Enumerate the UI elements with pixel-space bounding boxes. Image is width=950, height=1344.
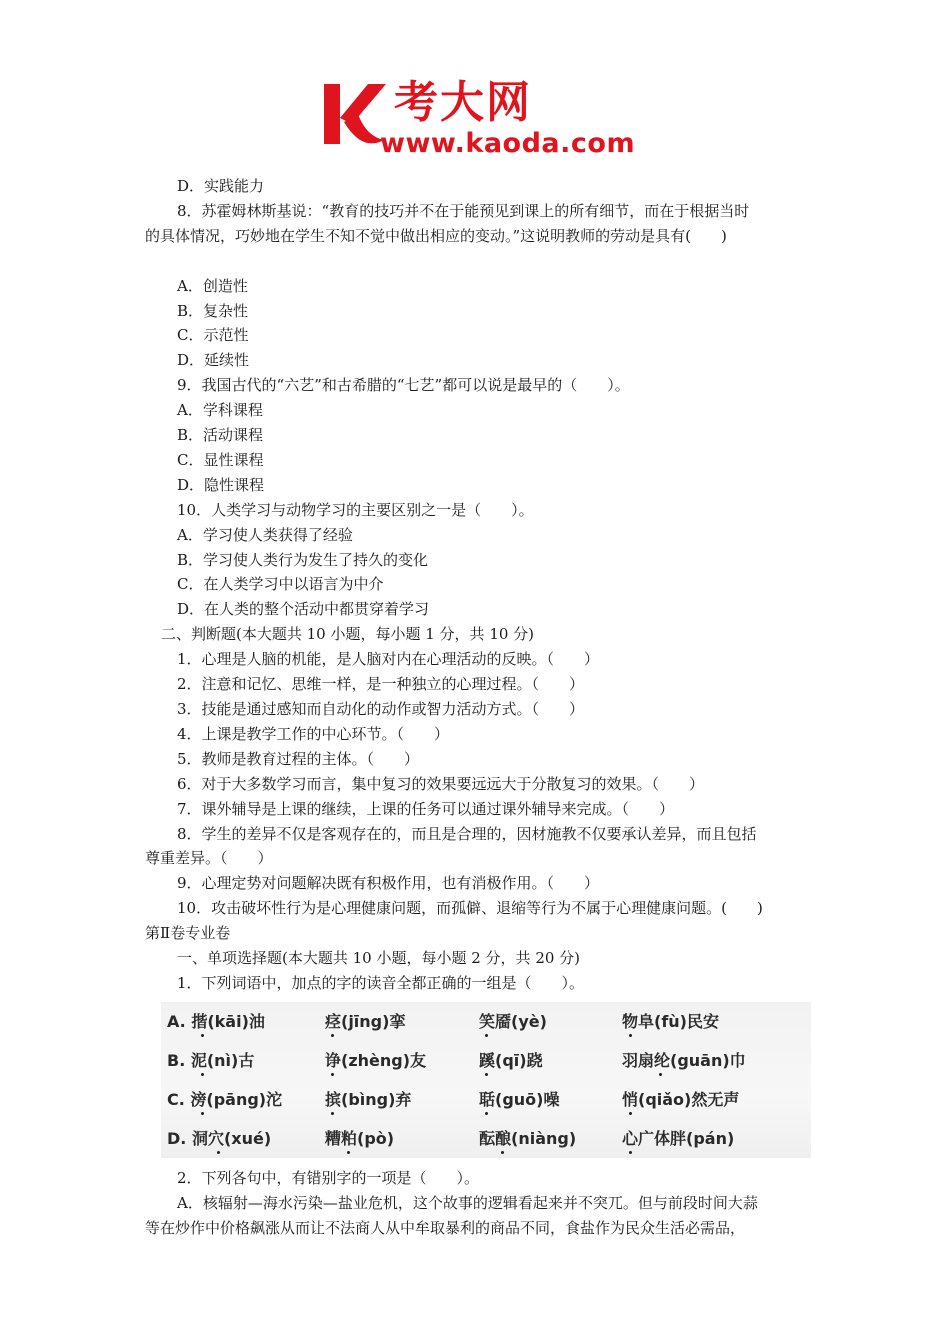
emphasis-dot xyxy=(659,1073,662,1076)
text-line xyxy=(145,249,810,274)
text-line: 一、单项选择题(本大题共 10 小题，每小题 2 分，共 20 分) xyxy=(177,949,581,968)
text-line: 1．心理是人脑的机能，是人脑对内在心理活动的反映。（ ） xyxy=(177,650,600,669)
text-line: 2．注意和记忆、思维一样，是一种独立的心理过程。（ ） xyxy=(177,675,585,694)
emphasis-dot xyxy=(347,1151,350,1154)
text-line: D．隐性课程 xyxy=(177,475,265,494)
emphasis-dot xyxy=(331,1112,334,1115)
text-line: A．核辐射—海水污染—盐业危机，这个故事的逻辑看起来并不突兀。但与前段时间大蒜 xyxy=(177,1193,758,1212)
text-line: A．学习使人类获得了经验 xyxy=(177,525,353,544)
option-label: B. xyxy=(167,1050,191,1070)
pinyin-options-image xyxy=(161,1002,811,1158)
pinyin-word: 糟粕(pò) xyxy=(325,1128,395,1148)
pinyin-word: 洞穴(xué) xyxy=(191,1128,272,1148)
text-line: 7．课外辅导是上课的继续，上课的任务可以通过课外辅导来完成。（ ） xyxy=(177,799,675,818)
emphasis-dot xyxy=(485,1112,488,1115)
text-line: 等在炒作中价格飙涨从而让不法商人从中牟取暴利的商品不同，食盐作为民众生活必需品， xyxy=(145,1218,746,1237)
pinyin-word: 笑靥(yè) xyxy=(479,1011,547,1031)
emphasis-dot xyxy=(629,1151,632,1154)
text-line: 8．苏霍姆林斯基说：“教育的技巧并不在于能预见到课上的所有细节，而在于根据当时 xyxy=(177,201,750,220)
text-line: 10．攻击破坏性行为是心理健康问题，而孤僻、退缩等行为不属于心理健康问题。( ) xyxy=(177,899,763,918)
pinyin-word: 蹊(qī)跷 xyxy=(479,1050,543,1070)
emphasis-dot xyxy=(201,1112,204,1115)
option-label: A. xyxy=(167,1011,192,1031)
emphasis-dot xyxy=(201,1034,204,1037)
pinyin-word: 心广体胖(pán) xyxy=(622,1128,735,1148)
text-line: 4．上课是教学工作的中心环节。（ ） xyxy=(177,724,450,743)
text-line: 10．人类学习与动物学习的主要区别之一是（ ）。 xyxy=(177,500,534,519)
pinyin-option-row xyxy=(167,1127,807,1157)
text-line: 6．对于大多数学习而言，集中复习的效果要远远大于分散复习的效果。（ ） xyxy=(177,774,705,793)
pinyin-word: 揩(kāi)油 xyxy=(191,1011,265,1031)
text-line: 9．我国古代的“六艺”和古希腊的“七艺”都可以说是最早的（ ）。 xyxy=(177,376,630,395)
pinyin-option-item xyxy=(479,1088,559,1113)
logo-url: www.kaoda.com xyxy=(380,128,636,159)
text-line: D．在人类的整个活动中都贯穿着学习 xyxy=(177,600,430,619)
text-line: B．学习使人类行为发生了持久的变化 xyxy=(177,550,429,569)
pinyin-word: 酝酿(niàng) xyxy=(479,1128,577,1148)
text-line: 9．心理定势对问题解决既有积极作用，也有消极作用。（ ） xyxy=(177,874,600,893)
emphasis-dot xyxy=(501,1151,504,1154)
emphasis-dot xyxy=(217,1151,220,1154)
text-line: 2．下列各句中，有错别字的一项是（ ）。 xyxy=(177,1168,480,1187)
text-line: A．学科课程 xyxy=(177,401,263,420)
pinyin-option-item xyxy=(167,1127,271,1152)
text-line: C．在人类学习中以语言为中介 xyxy=(177,575,384,594)
emphasis-dot xyxy=(201,1073,204,1076)
emphasis-dot xyxy=(331,1034,334,1037)
pinyin-word: 聒(guō)噪 xyxy=(479,1089,560,1109)
pinyin-word: 羽扇纶(guān)巾 xyxy=(622,1050,746,1070)
pinyin-option-item xyxy=(622,1088,739,1113)
logo-brand-name: 考大网 xyxy=(394,77,532,128)
pinyin-option-item xyxy=(325,1127,394,1152)
pinyin-option-item xyxy=(479,1010,547,1035)
pinyin-option-item xyxy=(479,1049,543,1074)
pinyin-word: 滂(pāng)沱 xyxy=(190,1089,283,1109)
text-line: D．实践能力 xyxy=(177,177,265,195)
pinyin-word: 悄(qiǎo)然无声 xyxy=(622,1089,740,1109)
emphasis-dot xyxy=(485,1034,488,1037)
pinyin-option-item xyxy=(325,1088,411,1113)
text-line: 二、判断题(本大题共 10 小题，每小题 1 分，共 10 分) xyxy=(161,625,535,644)
text-line: 1．下列词语中，加点的字的读音全都正确的一组是（ ）。 xyxy=(177,973,585,992)
pinyin-option-item xyxy=(622,1127,734,1152)
pinyin-word: 诤(zhèng)友 xyxy=(325,1050,427,1070)
text-line: 5．教师是教育过程的主体。（ ） xyxy=(177,749,420,768)
text-line: B．活动课程 xyxy=(177,426,264,445)
text-line: 3．技能是通过感知而自动化的动作或智力活动方式。（ ） xyxy=(177,700,585,719)
text-line: 的具体情况，巧妙地在学生不知不觉中做出相应的变动。”这说明教师的劳动是具有( ) xyxy=(145,226,727,245)
pinyin-option-item xyxy=(622,1049,746,1074)
emphasis-dot xyxy=(485,1073,488,1076)
option-label: D. xyxy=(167,1128,192,1148)
pinyin-word: 物阜(fù)民安 xyxy=(622,1011,719,1031)
pinyin-option-item xyxy=(622,1010,719,1035)
text-line: C．显性课程 xyxy=(177,450,264,469)
questions-section-1 xyxy=(145,174,810,996)
pinyin-option-item xyxy=(167,1010,265,1035)
pinyin-option-item xyxy=(325,1049,426,1074)
emphasis-dot xyxy=(629,1034,632,1037)
k-logo-icon xyxy=(318,78,388,150)
text-line: C．示范性 xyxy=(177,326,249,345)
text-line: 尊重差异。（ ） xyxy=(145,849,273,868)
pinyin-word: 泥(nì)古 xyxy=(190,1050,255,1070)
document-body xyxy=(145,174,810,1241)
pinyin-option-item xyxy=(167,1088,282,1113)
pinyin-word: 摈(bìng)弃 xyxy=(325,1089,412,1109)
text-line: D．延续性 xyxy=(177,351,250,370)
emphasis-dot xyxy=(629,1112,632,1115)
pinyin-option-item xyxy=(167,1049,254,1074)
text-line: A．创造性 xyxy=(177,276,248,295)
emphasis-dot xyxy=(331,1073,334,1076)
pinyin-option-item xyxy=(325,1010,405,1035)
pinyin-option-item xyxy=(479,1127,576,1152)
text-line: B．复杂性 xyxy=(177,301,249,320)
kaoda-logo xyxy=(318,78,640,162)
text-line: 第Ⅱ卷专业卷 xyxy=(145,924,231,943)
pinyin-word: 痉(jīng)挛 xyxy=(325,1011,406,1031)
questions-section-2 xyxy=(145,1166,810,1241)
option-label: C. xyxy=(167,1089,191,1109)
text-line: 8．学生的差异不仅是客观存在的，而且是合理的，因材施教不仅要承认差异，而且包括 xyxy=(177,824,757,843)
